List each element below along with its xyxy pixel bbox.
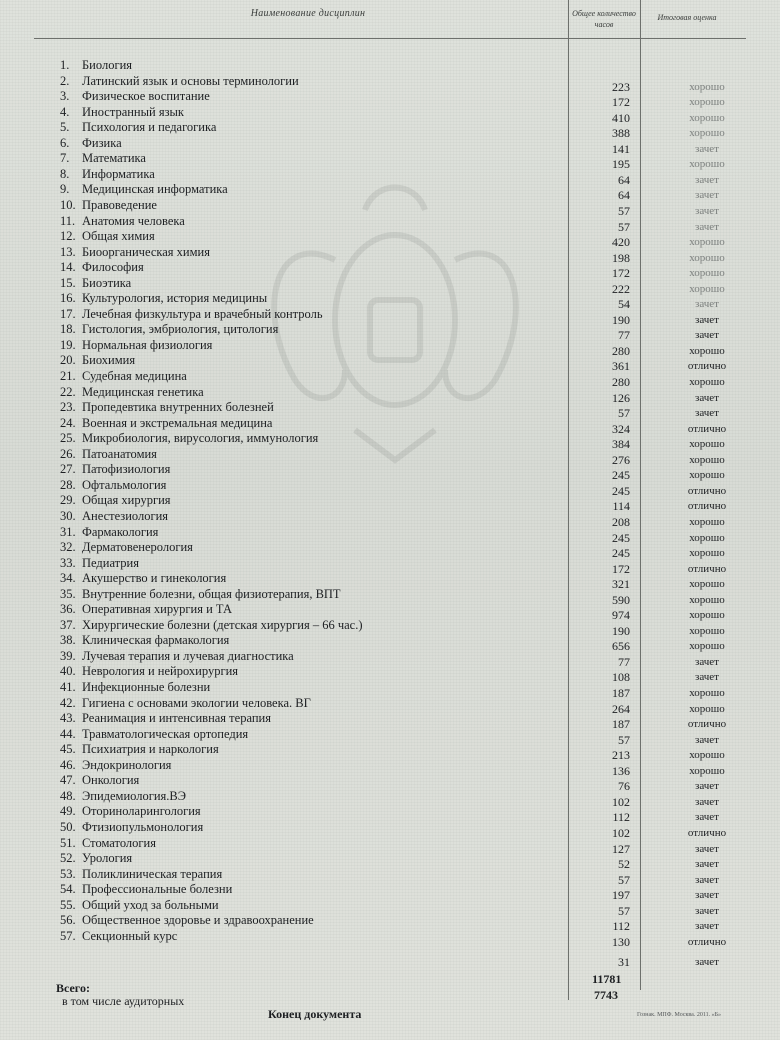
row-number: 45. [60,742,76,757]
discipline-name: Стоматология [82,835,156,850]
row-number: 30. [60,508,76,523]
discipline-name: Биоорганическая химия [82,244,210,259]
table-row [60,477,750,498]
grade-cell: хорошо [689,515,725,528]
row-number: 54. [60,882,76,897]
grade-cell: зачет [694,795,719,808]
grade-cell: зачет [694,189,719,202]
grade-cell: хорошо [689,267,725,280]
grade-cell: отлично [687,826,727,839]
auditory-label: в том числе аудиторных [62,994,185,1008]
discipline-name: Инфекционные болезни [82,680,211,694]
hours-cell: 112 [612,810,630,825]
hours-cell: 64 [618,172,630,187]
discipline-name: Поликлиническая терапия [82,866,223,881]
grade-cell: хорошо [689,158,725,171]
row-number: 14. [60,260,76,275]
discipline-name: Медицинская генетика [82,384,204,399]
table-row [60,493,750,514]
grade-cell: хорошо [689,376,725,388]
hours-cell: 64 [618,188,630,203]
grade-cell: зачет [694,811,719,824]
row-number: 27. [60,462,76,477]
hours-cell: 57 [618,219,630,234]
discipline-name: Культурология, история медицины [82,291,268,306]
row-number: 57. [60,928,76,943]
hours-cell: 190 [612,623,630,638]
discipline-name: Психология и педагогика [82,120,217,135]
row-number: 4. [60,104,70,119]
discipline-name: Лечебная физкультура и врачебный контроль [82,306,323,321]
row-number: 38. [60,633,76,648]
grade-cell: хорошо [689,80,725,93]
hours-cell: 245 [612,483,630,498]
table-row [60,897,750,918]
table-row [60,260,750,281]
discipline-name: Правоведение [82,197,157,212]
table-row [60,695,750,716]
table-row [60,306,750,327]
row-number: 47. [60,773,76,788]
row-number: 51. [60,835,76,850]
row-number: 1. [60,58,70,72]
discipline-name: Анатомия человека [82,213,185,228]
discipline-name: Микробиология, вирусология, иммунология [82,431,319,446]
table-row [60,928,750,949]
discipline-name: Эпидемиология.ВЭ [82,788,186,803]
printer-imprint: Гознак. МПФ. Москва. 2011. «Б» [637,1012,722,1018]
table-row [60,648,750,669]
table-row [60,524,750,545]
grade-cell: зачет [694,220,719,233]
row-number: 50. [60,819,76,834]
hours-cell: 590 [612,592,630,607]
table-row [60,757,750,778]
hours-cell: 108 [612,670,630,685]
grade-cell: зачет [694,142,719,155]
grade-cell: зачет [694,298,719,311]
discipline-name: Реанимация и интенсивная терапия [82,711,271,726]
total-label: Всего: [56,981,90,995]
grade-cell: зачет [694,655,719,668]
hours-cell: 324 [612,421,630,436]
row-number: 7. [60,151,70,166]
row-number: 24. [60,415,76,430]
grade-cell: зачет [694,873,719,886]
grade-cell: зачет [694,204,719,217]
grade-cell: отлично [687,935,727,948]
discipline-name: Латинский язык и основы терминологии [82,73,299,88]
grade-cell: хорошо [689,251,725,264]
hours-cell: 213 [612,748,630,763]
table-row [60,540,750,561]
hours-cell: 172 [612,561,630,576]
grade-cell: хорошо [689,749,725,762]
hours-cell: 112 [612,919,630,934]
hours-cell: 384 [612,437,630,452]
discipline-name: Нормальная физиология [82,337,213,352]
row-number: 33. [60,555,76,570]
discipline-name: Хирургические болезни (детская хирургия – 66 час.) [82,617,363,632]
header-final-grade: Итоговая оценка [657,13,717,22]
discipline-name: Лучевая терапия и лучевая диагностика [82,648,294,663]
grade-cell: отлично [687,718,727,731]
hours-cell: 222 [612,281,630,296]
row-number: 43. [60,711,76,726]
table-row [60,400,750,421]
table-row [60,89,750,110]
grade-cell: отлично [687,360,727,373]
grade-cell: отлично [687,562,727,575]
discipline-name: Судебная медицина [82,369,187,383]
table-row-extra [590,955,750,969]
table-row [60,431,750,452]
grade-cell: зачет [694,889,719,902]
row-number: 44. [60,726,76,741]
grade-cell: хорошо [689,96,725,109]
discipline-name: Гистология, эмбриология, цитология [82,322,279,337]
row-number: 48. [60,788,76,803]
discipline-name: Внутренние болезни, общая физиотерапия, ВПТ [82,586,341,601]
hours-cell: 361 [612,359,630,374]
hours-cell: 245 [612,530,630,545]
table-row [60,851,750,872]
total-hours: 11781 [592,972,622,986]
hours-cell: 130 [612,934,630,949]
hours-cell: 410 [612,110,630,125]
table-row [60,773,750,794]
row-number: 39. [60,648,76,663]
row-number: 41. [60,680,76,694]
row-number: 18. [60,322,76,337]
table-row [60,197,750,218]
hours-cell: 197 [612,888,630,903]
hours-cell: 187 [612,717,630,732]
row-number: 56. [60,913,76,928]
hours-cell: 52 [618,857,630,872]
discipline-name: Информатика [82,166,155,181]
discipline-name: Общий уход за больными [82,897,219,912]
row-number: 32. [60,540,76,555]
grade-cell: хорошо [689,344,725,357]
grade-cell: зачет [694,407,719,420]
table-row [60,586,750,607]
row-number: 34. [60,571,76,586]
table-row [60,104,750,125]
hours-cell: 187 [612,686,630,700]
grade-cell: зачет [694,173,719,186]
discipline-name: Травматологическая ортопедия [82,726,249,741]
row-number: 15. [60,275,76,290]
grade-cell: отлично [687,500,727,513]
row-number: 12. [60,229,76,244]
table-row [60,788,750,809]
discipline-name: Офтальмология [82,477,167,492]
row-number: 26. [60,446,76,461]
hours-cell: 245 [612,546,630,561]
hours-cell: 280 [612,343,630,358]
discipline-name: Философия [82,260,144,275]
hours-cell: 190 [612,312,630,327]
discipline-name: Гигиена с основами экологии человека. ВГ [82,695,311,710]
table-row [60,680,750,700]
discipline-name: Физическое воспитание [82,89,210,104]
row-number: 9. [60,182,70,197]
hours-cell: 57 [618,203,630,218]
row-number: 28. [60,477,76,492]
table-row [60,804,750,825]
hours-cell: 126 [612,390,630,405]
discipline-name: Оториноларингология [82,804,201,819]
table-row [60,58,750,72]
row-number: 35. [60,586,76,601]
discipline-name: Акушерство и гинекология [82,571,227,586]
table-row [60,866,750,887]
row-number: 53. [60,866,76,881]
table-row [60,213,750,234]
row-number: 49. [60,804,76,819]
table-row [60,602,750,623]
row-number: 23. [60,400,76,415]
hours-cell: 127 [612,841,630,856]
row-number: 55. [60,897,76,912]
grade-cell: хорошо [689,764,725,777]
grade-cell: зачет [694,733,719,746]
discipline-name: Педиатрия [82,555,139,570]
row-number: 3. [60,89,70,104]
row-number: 20. [60,353,76,368]
row-number: 2. [60,73,70,88]
table-row [60,120,750,141]
table-row [60,555,750,576]
hours-cell: 974 [612,608,630,623]
hours-cell: 656 [612,639,630,654]
hours-cell: 77 [618,654,630,669]
row-number: 16. [60,291,76,306]
discipline-name: Анестезиология [82,508,169,523]
hours-cell: 114 [612,499,630,514]
row-number: 42. [60,695,76,710]
table-row [60,291,750,312]
grade-cell: зачет [694,956,719,968]
hours-cell: 172 [612,95,630,110]
grade-cell: хорошо [689,453,725,466]
row-number: 6. [60,135,70,150]
hours-cell: 102 [612,794,630,809]
row-number: 22. [60,384,76,399]
table-row [60,322,750,343]
row-number: 5. [60,120,70,135]
table-row [60,819,750,840]
table-row [60,369,750,389]
grade-cell: хорошо [689,547,725,560]
discipline-name: Биохимия [82,353,136,368]
table-row [60,664,750,685]
grade-cell: хорошо [689,438,725,451]
hours-cell: 31 [618,955,630,969]
discipline-name: Психиатрия и наркология [82,742,219,757]
table-row [60,337,750,358]
table-row [60,166,750,187]
row-number: 17. [60,306,76,321]
discipline-name: Иностранный язык [82,104,184,119]
grade-cell: зачет [694,671,719,684]
hours-cell: 264 [612,701,630,716]
table-row [60,275,750,296]
hours-cell: 57 [618,872,630,887]
discipline-name: Неврология и нейрохирургия [82,664,239,679]
header-discipline-name: Наименование дисциплин [250,8,366,19]
grade-cell: хорошо [689,578,725,591]
table-row [60,229,750,250]
row-number: 13. [60,244,76,259]
table-row [60,244,750,265]
row-number: 19. [60,337,76,352]
hours-cell: 102 [612,825,630,840]
row-number: 8. [60,166,70,181]
discipline-name: Дерматовенерология [82,540,193,555]
discipline-name: Общественное здоровье и здравоохранение [82,913,314,928]
hours-cell: 321 [612,577,630,592]
hours-cell: 208 [612,514,630,529]
hours-cell: 54 [618,297,630,312]
table-row [60,135,750,156]
auditory-hours: 7743 [594,988,618,1002]
table-row [60,73,750,94]
row-number: 29. [60,493,76,508]
table-row [60,384,750,405]
hours-cell: 195 [612,157,630,172]
table-row [60,508,750,529]
row-number: 40. [60,664,76,679]
hours-cell: 136 [612,763,630,778]
hours-cell: 172 [612,266,630,281]
row-number: 31. [60,524,76,539]
hours-cell: 76 [618,779,630,794]
grade-cell: отлично [687,422,727,435]
grade-cell: хорошо [689,469,725,482]
grade-cell: хорошо [689,640,725,653]
discipline-name: Медицинская информатика [82,182,228,197]
grade-cell: хорошо [689,624,725,637]
discipline-name: Математика [82,151,146,166]
table-row [60,726,750,747]
grade-cell: отлично [687,484,727,497]
hours-cell: 388 [612,126,630,141]
discipline-name: Фармакология [82,524,159,539]
discipline-name: Биология [82,58,133,72]
grade-cell: зачет [694,842,719,855]
discipline-name: Урология [82,851,133,866]
hours-cell: 420 [612,235,630,250]
hours-cell: 77 [618,328,630,343]
table-row [60,182,750,203]
row-number: 36. [60,602,76,617]
grade-cell: зачет [694,858,719,871]
grade-cell: зачет [694,780,719,793]
grade-cell: хорошо [689,609,725,622]
row-number: 46. [60,757,76,772]
table-row [60,462,750,483]
row-number: 25. [60,431,76,446]
row-number: 37. [60,617,76,632]
discipline-name: Общая хирургия [82,493,171,508]
table-row [60,882,750,903]
hours-cell: 280 [612,375,630,389]
hours-cell: 223 [612,79,630,94]
discipline-name: Общая химия [82,229,155,244]
grade-cell: зачет [694,329,719,342]
hours-cell: 57 [618,406,630,421]
discipline-name: Оперативная хирургия и ТА [82,602,232,617]
hours-cell: 57 [618,903,630,918]
row-number: 21. [60,369,76,383]
grade-cell: хорошо [689,111,725,124]
row-number: 10. [60,197,76,212]
grade-cell: зачет [694,904,719,917]
grade-cell: хорошо [689,127,725,140]
grade-cell: зачет [694,920,719,933]
grade-cell: хорошо [689,687,725,699]
grade-cell: хорошо [689,593,725,606]
end-of-document: Конец документа [268,1007,362,1021]
hours-cell: 245 [612,468,630,483]
discipline-name: Патофизиология [82,462,171,477]
grade-cell: хорошо [689,282,725,295]
discipline-name: Фтизиопульмонология [82,819,204,834]
grade-cell: хорошо [689,531,725,544]
discipline-name: Пропедевтика внутренних болезней [82,400,274,415]
grade-cell: хорошо [689,702,725,715]
hours-cell: 57 [618,732,630,747]
discipline-name: Клиническая фармакология [82,633,230,648]
table-row [60,571,750,592]
table-row [60,446,750,467]
table-row [60,711,750,732]
discipline-name: Патоанатомия [82,446,157,461]
grade-cell: зачет [694,313,719,326]
table-row [60,415,750,436]
discipline-name: Биоэтика [82,275,132,290]
row-number: 11. [60,213,76,228]
discipline-name: Физика [82,135,122,150]
discipline-name: Военная и экстремальная медицина [82,415,273,430]
grade-cell: зачет [694,391,719,404]
table-row [60,835,750,856]
header-total-hours: Общее количество часов [572,9,636,29]
hours-cell: 141 [612,141,630,156]
table-row [60,151,750,172]
table-row [60,913,750,934]
hours-cell: 276 [612,452,630,467]
discipline-name: Эндокринология [82,757,172,772]
table-row [60,742,750,763]
hours-cell: 198 [612,250,630,265]
discipline-name: Онкология [82,773,140,788]
table-row [60,353,750,374]
row-number: 52. [60,851,76,866]
discipline-name: Профессиональные болезни [82,882,233,897]
grade-cell: хорошо [689,236,725,249]
table-row [60,617,750,638]
discipline-name: Секционный курс [82,928,178,943]
table-row [60,633,750,654]
